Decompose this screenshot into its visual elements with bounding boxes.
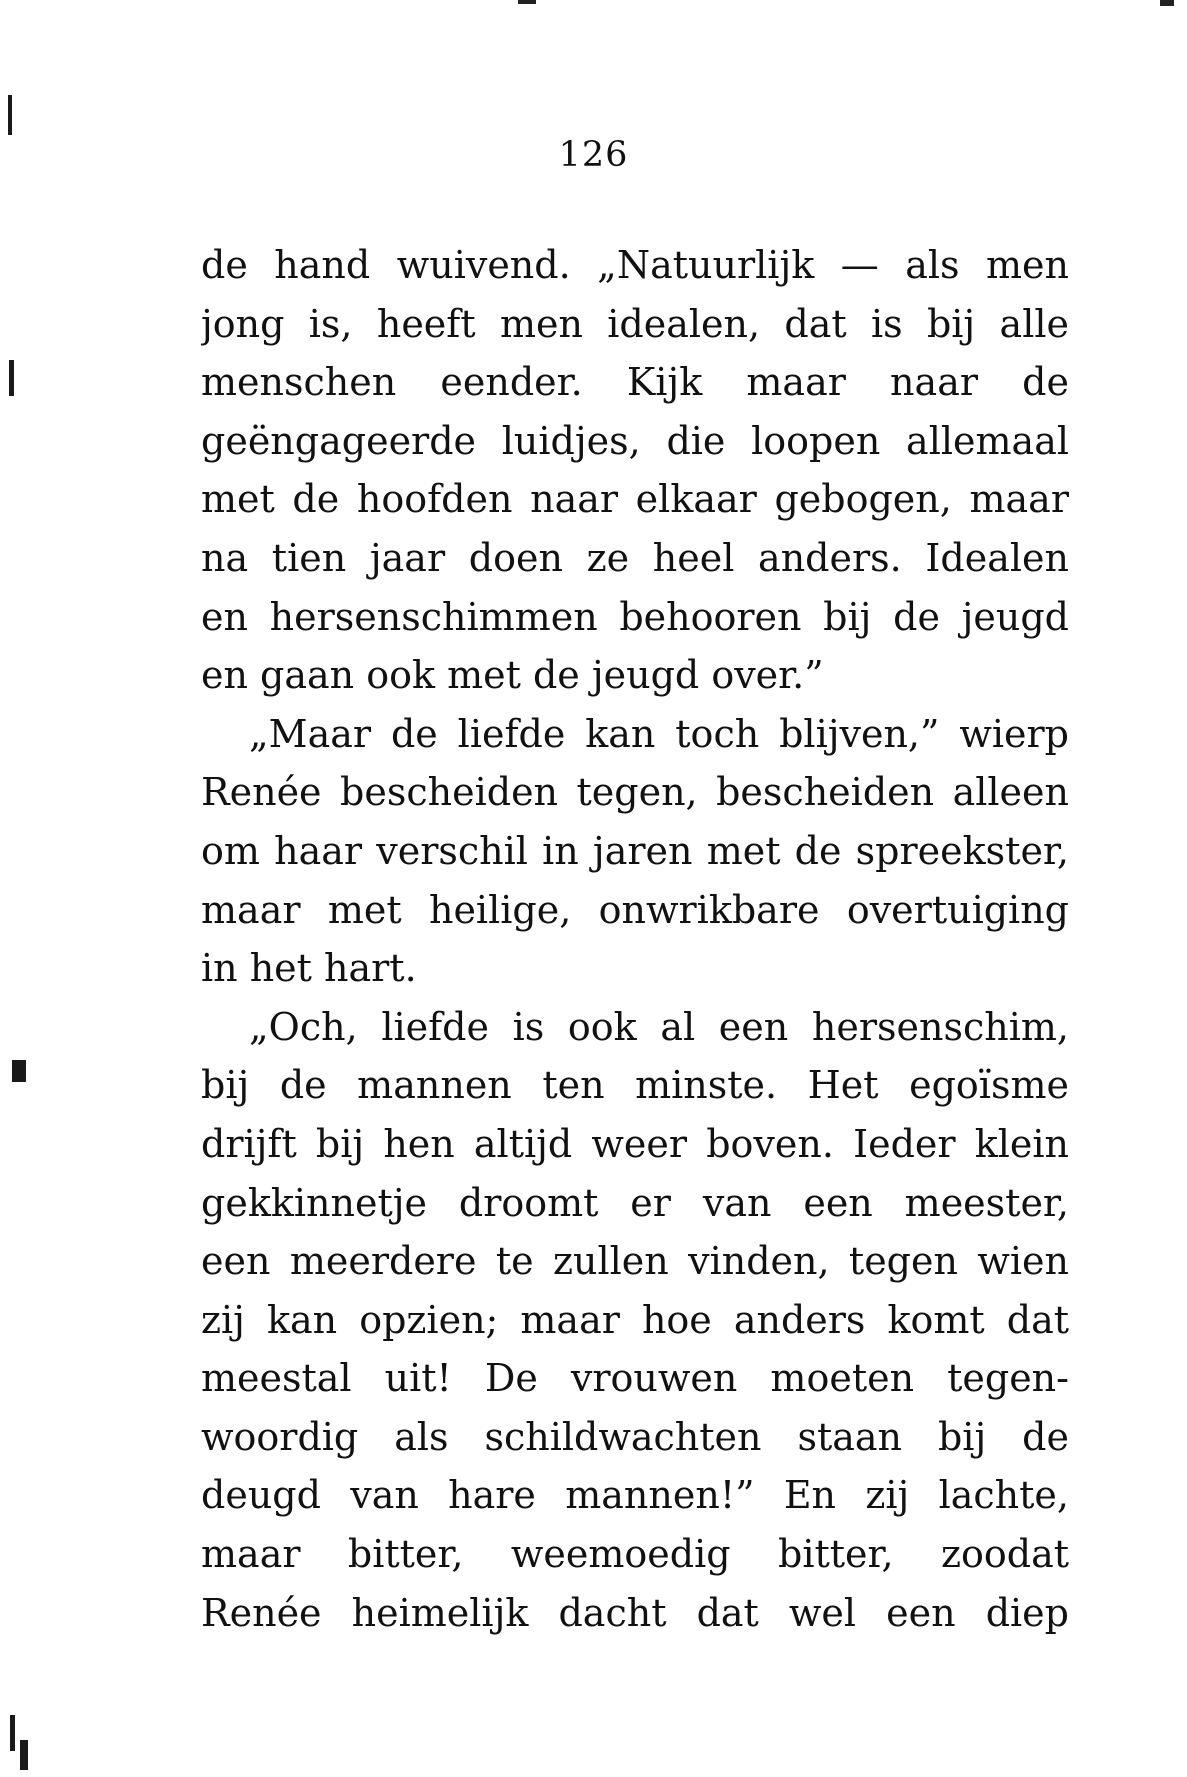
text-line: na tien jaar doen ze heel anders. Idealen [201,535,1069,580]
text-line: woordig als schildwachten staan bij de [201,1414,1069,1459]
text-line: „Och, liefde is ook al een hersenschim, [249,1004,1069,1049]
text-line: zij kan opzien; maar hoe anders komt dat [201,1297,1069,1342]
scan-artifact [20,1740,28,1770]
body-text [201,236,1069,1642]
text-line: drijft bij hen altijd weer boven. Ieder klein [201,1121,1069,1166]
text-line: „Maar de liefde kan toch blijven,” wierp [249,711,1069,756]
text-line: een meerdere te zullen vinden, tegen wien [201,1239,1069,1284]
text-line: bij de mannen ten minste. Het egoïsme [201,1063,1069,1108]
text-line: gekkinnetje droomt er van een meester, [201,1180,1069,1225]
page-number: 126 [558,135,629,175]
text-line: Renée bescheiden tegen, bescheiden alleen [201,770,1069,815]
text-line: maar bitter, weemoedig bitter, zoodat [201,1532,1069,1577]
text-line: en gaan ook met de jeugd over.” [201,653,824,698]
text-line: deugd van hare mannen!” En zij lachte, [201,1473,1069,1518]
scan-artifact [518,0,536,4]
text-line: de hand wuivend. „Natuurlijk — als men [201,243,1069,287]
text-line: om haar verschil in jaren met de spreekster, [201,828,1069,873]
text-line: meestal uit! De vrouwen moeten tegen- [201,1356,1069,1401]
scan-artifact [8,95,12,135]
text-line: en hersenschimmen behooren bij de jeugd [201,594,1069,639]
text-line: menschen eender. Kijk maar naar de [201,360,1069,405]
text-line: jong is, heeft men idealen, dat is bij alle [201,301,1069,346]
scan-artifact [12,1060,26,1082]
text-line: maar met heilige, onwrikbare overtuiging [201,887,1069,932]
text-line: Renée heimelijk dacht dat wel een diep [201,1590,1069,1635]
scan-artifact [9,360,14,396]
text-line: in het hart. [201,946,417,991]
scan-artifact [1160,0,1174,6]
scan-artifact [10,1715,15,1751]
text-line: met de hoofden naar elkaar gebogen, maar [201,477,1069,522]
text-line: geëngageerde luidjes, die loopen allemaal [201,418,1069,463]
